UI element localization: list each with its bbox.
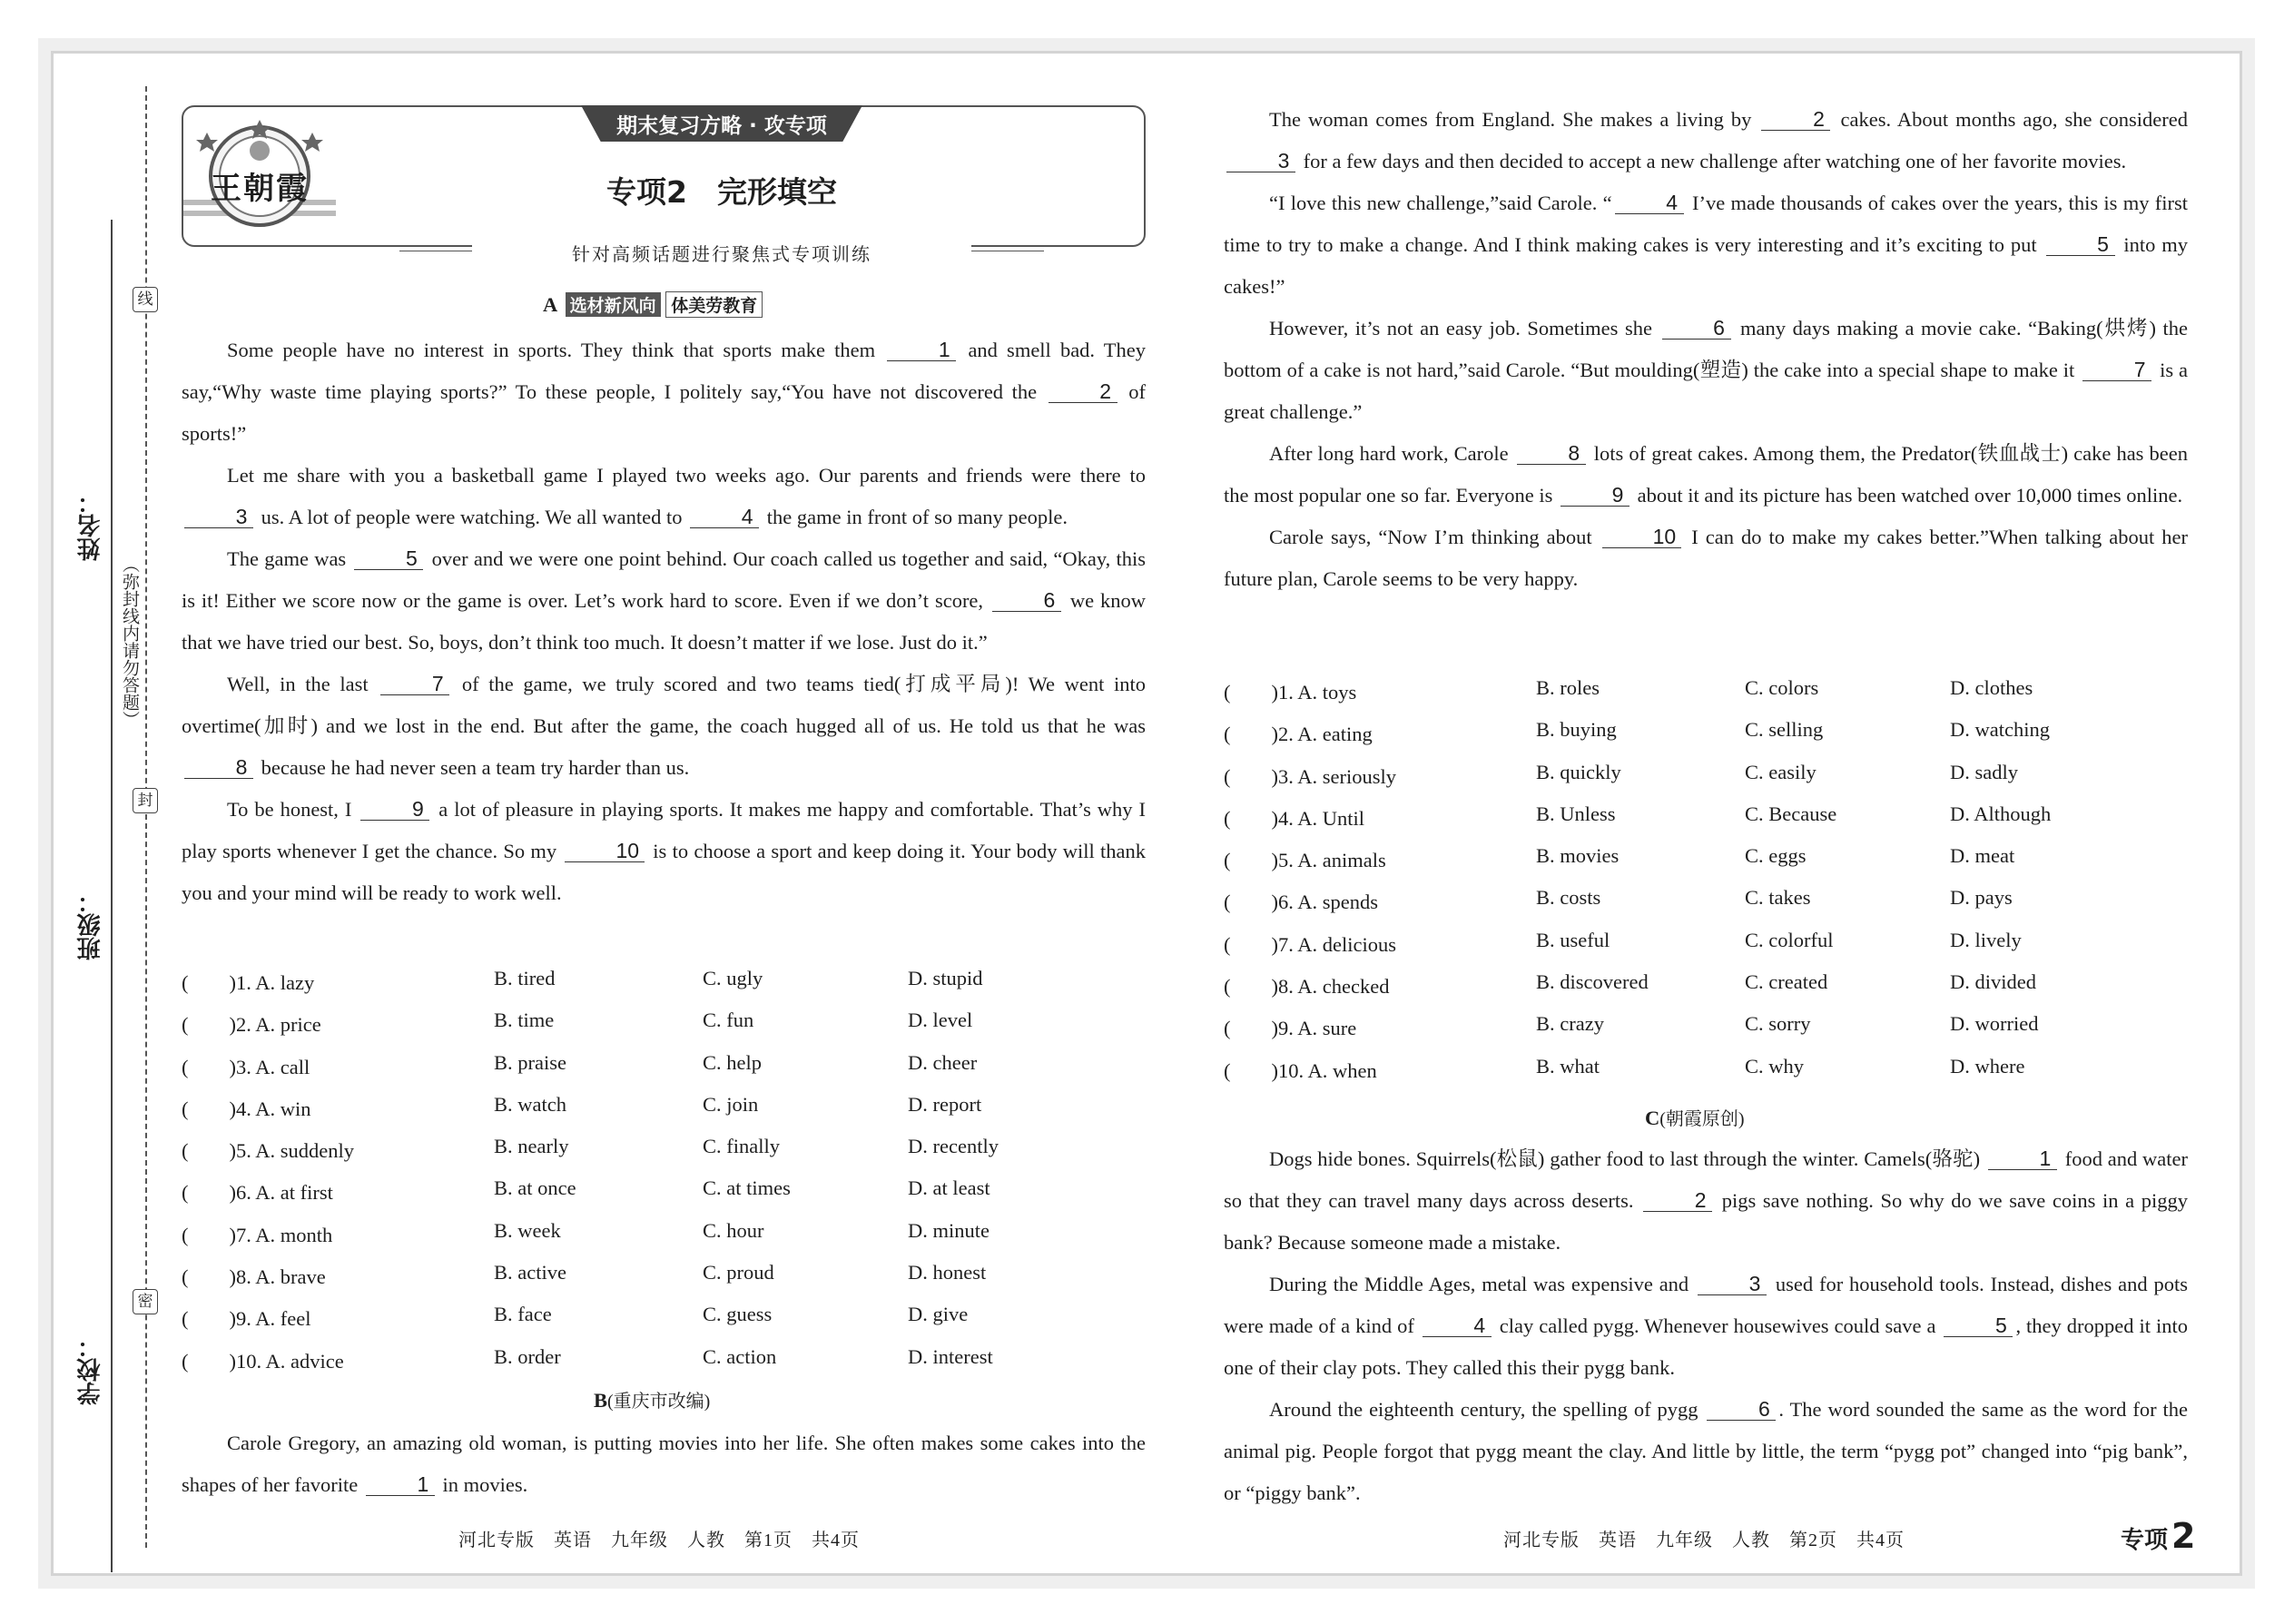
class-label: 班级：: [76, 890, 103, 960]
corner-text: 专项: [2121, 1527, 2169, 1554]
question-row: [182, 1295, 1146, 1337]
question-option[interactable]: B. tired: [494, 967, 556, 989]
question-option[interactable]: B. watch: [494, 1092, 566, 1116]
question-option[interactable]: C. eggs: [1745, 844, 1807, 868]
question-option[interactable]: D. clothes: [1950, 676, 2033, 699]
question-option-a[interactable]: ( )3. A. call: [182, 1055, 310, 1078]
question-option-a[interactable]: ( )5. A. animals: [1224, 849, 1386, 872]
question-option[interactable]: B. face: [494, 1303, 552, 1326]
question-option-a[interactable]: ( )1. A. lazy: [182, 971, 315, 994]
section-c-title: [1645, 1104, 1745, 1130]
passage-paragraph: Carole says, “Now I’m thinking about 10 I can do to make my cakes better.”When talking about her future plan, Carole seems to be very happy.: [1224, 525, 2188, 590]
question-row: [182, 1086, 1146, 1127]
question-option[interactable]: D. lively: [1950, 928, 2022, 951]
question-option[interactable]: C. created: [1745, 970, 1828, 994]
section-b-passage-cont: [1224, 99, 2188, 600]
passage-paragraph: Well, in the last 7 of the game, we truly scored and two teams tied(打成平局)! We went into overtime(加时) and we lost in the end. But after the game, the coach hugged all of us. He told us that he was 8 because he had never seen a team try harder than us.: [182, 672, 1146, 779]
logo-text: 王朝霞: [211, 171, 309, 207]
blank-number: 3: [1226, 150, 1295, 172]
question-row: [182, 1212, 1146, 1254]
question-option[interactable]: D. give: [908, 1303, 969, 1326]
question-option[interactable]: D. stupid: [908, 967, 983, 989]
blank-number: 4: [1423, 1314, 1492, 1337]
question-option[interactable]: D. watching: [1950, 718, 2050, 742]
name-label: 姓名：: [76, 490, 103, 561]
blank-number: 8: [1517, 442, 1586, 465]
footer-page-1: 河北专版 英语 九年级 人教 第1页 共4页: [458, 1530, 860, 1550]
passage-paragraph: Dogs hide bones. Squirrels(松鼠) gather food to last through the winter. Camels(骆驼) 1 food and water so that they can travel many days across deserts. 2 pigs save nothing. So why do we save coins in a piggy bank? Because someone made a mistake.: [1224, 1147, 2188, 1254]
question-option[interactable]: D. cheer: [908, 1050, 978, 1074]
section-a-passage: [182, 330, 1146, 914]
question-option[interactable]: C. proud: [703, 1261, 774, 1284]
blank-number: 5: [2046, 233, 2115, 256]
blank-number: 9: [360, 798, 429, 821]
question-option[interactable]: B. week: [494, 1218, 561, 1242]
question-option[interactable]: C. Because: [1745, 802, 1837, 825]
section-a-tag-theme: 体美劳教育: [665, 291, 763, 318]
question-option[interactable]: C. at times: [703, 1176, 791, 1200]
question-option[interactable]: D. Although: [1950, 802, 2052, 825]
passage-paragraph: The game was 5 over and we were one point behind. Our coach called us together and said, “Okay, this is it! Either we score now or the game is over. Let’s work hard to score. Even if we don’t score, 6 we know that we have tried our best. So, boys, don’t think too much. It doesn’t matter if we lose. Just do it.”: [182, 546, 1147, 654]
line-char-box: 线: [133, 287, 158, 312]
question-row: [182, 1254, 1146, 1295]
question-option[interactable]: C. join: [703, 1092, 759, 1116]
seal-char-box: 封: [133, 788, 158, 813]
question-row: [182, 1169, 1146, 1211]
question-option[interactable]: C. takes: [1745, 886, 1811, 910]
blank-number: 8: [184, 756, 253, 779]
page-subtitle: 针对高频话题进行聚焦式专项训练: [472, 240, 971, 266]
question-option[interactable]: D. minute: [908, 1218, 989, 1242]
section-b-questions: [1224, 669, 2188, 1089]
question-option[interactable]: D. report: [908, 1092, 982, 1116]
question-option[interactable]: C. why: [1745, 1054, 1805, 1078]
section-c-source: (朝霞原创): [1659, 1109, 1745, 1129]
question-option[interactable]: C. guess: [703, 1303, 773, 1326]
question-option[interactable]: C. help: [703, 1050, 762, 1074]
question-option-a[interactable]: ( )6. A. at first: [182, 1181, 333, 1205]
blank-number: 1: [366, 1473, 435, 1496]
section-a-title: [543, 291, 763, 318]
question-option[interactable]: B. praise: [494, 1050, 566, 1074]
question-option[interactable]: B. buying: [1536, 718, 1617, 742]
passage-paragraph: During the Middle Ages, metal was expensive and 3 used for household tools. Instead, dishes and pots were made of a kind of 4 clay called pygg. Whenever housewives could save a 5 , they dropped it into one of their clay pots. They called this their pygg bank.: [1224, 1272, 2188, 1379]
footer-page-2: 河北专版 英语 九年级 人教 第2页 共4页: [1503, 1530, 1905, 1550]
passage-paragraph: Carole Gregory, an amazing old woman, is putting movies into her life. She often makes some cakes into the shapes of her favorite 1 in movies.: [182, 1432, 1146, 1496]
question-option[interactable]: B. useful: [1536, 928, 1610, 951]
question-option[interactable]: C. ugly: [703, 967, 763, 989]
corner-label: [2121, 1516, 2195, 1556]
blank-number: 3: [1698, 1273, 1767, 1295]
question-option[interactable]: C. colorful: [1745, 928, 1834, 951]
section-b-source: (重庆市改编): [607, 1392, 711, 1412]
question-option[interactable]: B. Unless: [1536, 802, 1616, 825]
blank-number: 7: [380, 673, 449, 695]
margin-rule: [111, 220, 113, 1572]
question-option-a[interactable]: ( )10. A. advice: [182, 1349, 344, 1373]
question-option[interactable]: B. movies: [1536, 844, 1620, 868]
section-a-tag-new: 选材新风向: [566, 292, 661, 317]
passage-paragraph: However, it’s not an easy job. Sometimes she 6 many days making a movie cake. “Baking(烘烤) the bottom of a cake is not hard,”said Carole. “But moulding(塑造) the cake into a special shape to make it 7 is a great challenge.”: [1224, 316, 2188, 423]
question-option[interactable]: D. worried: [1950, 1012, 2039, 1036]
blank-number: 6: [992, 589, 1061, 612]
question-option-a[interactable]: ( )10. A. when: [1224, 1058, 1377, 1082]
passage-paragraph: Some people have no interest in sports. They think that sports make them 1 and smell bad. They say,“Why waste time playing sports?” To these people, I politely say,“You have not discovered the 2 of sports!”: [182, 338, 1147, 445]
publisher-logo: [180, 113, 340, 247]
question-option-a[interactable]: ( )9. A. feel: [182, 1307, 311, 1331]
question-option[interactable]: B. costs: [1536, 886, 1601, 910]
question-option[interactable]: D. sadly: [1950, 760, 2018, 783]
question-option-a[interactable]: ( )9. A. sure: [1224, 1017, 1357, 1040]
question-option[interactable]: B. what: [1536, 1054, 1600, 1078]
blank-number: 3: [184, 506, 253, 528]
question-row: [1224, 963, 2188, 1005]
question-option[interactable]: B. order: [494, 1344, 561, 1368]
blank-number: 4: [690, 506, 759, 528]
binding-note: （弥封线内请勿答题）: [120, 556, 139, 728]
blank-number: 5: [354, 547, 423, 570]
dense-char-box: 密: [133, 1289, 158, 1314]
question-option-a[interactable]: ( )8. A. brave: [182, 1265, 326, 1289]
question-option[interactable]: D. honest: [908, 1261, 987, 1284]
question-row: [1224, 1005, 2188, 1047]
blank-number: 10: [565, 840, 645, 862]
question-option[interactable]: D. at least: [908, 1176, 990, 1200]
school-label: 学校：: [76, 1334, 103, 1405]
question-option-a[interactable]: ( )5. A. suddenly: [182, 1139, 354, 1163]
question-option-a[interactable]: ( )1. A. toys: [1224, 681, 1357, 704]
question-option-a[interactable]: ( )2. A. price: [182, 1013, 321, 1037]
question-option-a[interactable]: ( )8. A. checked: [1224, 975, 1390, 999]
blank-number: 2: [1761, 108, 1830, 131]
question-option[interactable]: B. roles: [1536, 676, 1600, 699]
blank-number: 4: [1615, 192, 1684, 214]
question-option-a[interactable]: ( )2. A. eating: [1224, 723, 1373, 746]
blank-number: 6: [1707, 1398, 1776, 1421]
question-option[interactable]: C. easily: [1745, 760, 1816, 783]
question-option[interactable]: B. nearly: [494, 1135, 569, 1158]
question-row: [1224, 753, 2188, 795]
question-row: [182, 1338, 1146, 1380]
question-option[interactable]: D. meat: [1950, 844, 2015, 868]
question-option[interactable]: C. colors: [1745, 676, 1819, 699]
section-a-letter: A: [543, 293, 557, 316]
passage-paragraph: Let me share with you a basketball game I played two weeks ago. Our parents and friends were there to 3 us. A lot of people were watching. We all wanted to 4 the game in front of so many people.: [182, 455, 1146, 538]
blank-number: 1: [1988, 1147, 2057, 1170]
passage-paragraph: After long hard work, Carole 8 lots of great cakes. Among them, the Predator(铁血战士) cake has been the most popular one so far. Everyone is 9 about it and its picture has been watched over 10,000 times online.: [1224, 441, 2188, 507]
corner-number: 2: [2171, 1516, 2196, 1556]
question-option-a[interactable]: ( )4. A. win: [182, 1097, 311, 1120]
question-option[interactable]: D. level: [908, 1009, 973, 1032]
question-row: [182, 1127, 1146, 1169]
question-option-a[interactable]: ( )4. A. Until: [1224, 806, 1364, 830]
section-c-passage: [1224, 1138, 2188, 1514]
question-option[interactable]: C. hour: [703, 1218, 764, 1242]
blank-number: 6: [1662, 317, 1731, 340]
question-row: [182, 960, 1146, 1001]
section-b-title: [594, 1386, 710, 1412]
question-row: [1224, 795, 2188, 837]
question-option[interactable]: B. quickly: [1536, 760, 1621, 783]
question-option-a[interactable]: ( )6. A. spends: [1224, 891, 1378, 914]
question-option[interactable]: B. active: [494, 1261, 566, 1284]
question-row: [1224, 837, 2188, 879]
question-option[interactable]: C. action: [703, 1344, 777, 1368]
question-option[interactable]: D. where: [1950, 1054, 2025, 1078]
question-option[interactable]: B. discovered: [1536, 970, 1649, 994]
question-option-a[interactable]: ( )7. A. month: [182, 1223, 333, 1246]
question-row: [182, 1044, 1146, 1086]
page-title: 专项2 完形填空: [606, 174, 837, 210]
question-option[interactable]: B. at once: [494, 1176, 576, 1200]
question-option[interactable]: D. interest: [908, 1344, 993, 1368]
question-row: [182, 1001, 1146, 1043]
blank-number: 5: [1944, 1314, 2013, 1337]
passage-paragraph: To be honest, I 9 a lot of pleasure in playing sports. It makes me happy and comfortable. That’s why I play sports whenever I get the chance. So my 10 is to choose a sport and keep doing it. Your body will thank you and your mind will be ready to work well.: [182, 797, 1146, 904]
question-option[interactable]: C. selling: [1745, 718, 1824, 742]
blank-number: 2: [1049, 380, 1117, 403]
question-row: [1224, 879, 2188, 920]
passage-paragraph: Around the eighteenth century, the spelling of pygg 6 . The word sounded the same as the word for the animal pig. People forgot that pygg meant the clay. And little by little, the term “pygg pot” changed into “pig bank”, or “piggy bank”.: [1224, 1397, 2188, 1504]
question-row: [1224, 1048, 2188, 1089]
question-option[interactable]: C. finally: [703, 1135, 780, 1158]
section-b-passage-start: [182, 1422, 1146, 1506]
passage-paragraph: The woman comes from England. She makes a living by 2 cakes. About months ago, she considered 3 for a few days and then decided to accept a new challenge after watching one of her favorite movies.: [1224, 99, 2188, 182]
question-row: [1224, 711, 2188, 753]
question-option[interactable]: C. sorry: [1745, 1012, 1811, 1036]
question-option[interactable]: D. divided: [1950, 970, 2036, 994]
blank-number: 9: [1561, 484, 1629, 507]
passage-paragraph: “I love this new challenge,”said Carole. “ 4 I’ve made thousands of cakes over the years, this is my first time to try to make a change. And I think making cakes is very interesting and it’s exciting to put 5 into my cakes!”: [1224, 191, 2188, 298]
blank-number: 7: [2082, 359, 2151, 381]
question-option-a[interactable]: ( )7. A. delicious: [1224, 932, 1396, 956]
banner-text: 期末复习方略 · 攻专项: [616, 114, 827, 138]
blank-number: 1: [887, 339, 956, 361]
question-option[interactable]: C. fun: [703, 1009, 754, 1032]
blank-number: 2: [1643, 1189, 1712, 1212]
question-row: [1224, 669, 2188, 711]
question-row: [1224, 921, 2188, 963]
question-option[interactable]: B. crazy: [1536, 1012, 1604, 1036]
question-option[interactable]: D. recently: [908, 1135, 999, 1158]
section-c-letter: C: [1645, 1107, 1660, 1129]
section-b-letter: B: [594, 1389, 608, 1412]
question-option-a[interactable]: ( )3. A. seriously: [1224, 764, 1396, 788]
question-option[interactable]: D. pays: [1950, 886, 2013, 910]
blank-number: 10: [1602, 526, 1682, 548]
section-a-questions: [182, 960, 1146, 1380]
question-option[interactable]: B. time: [494, 1009, 555, 1032]
